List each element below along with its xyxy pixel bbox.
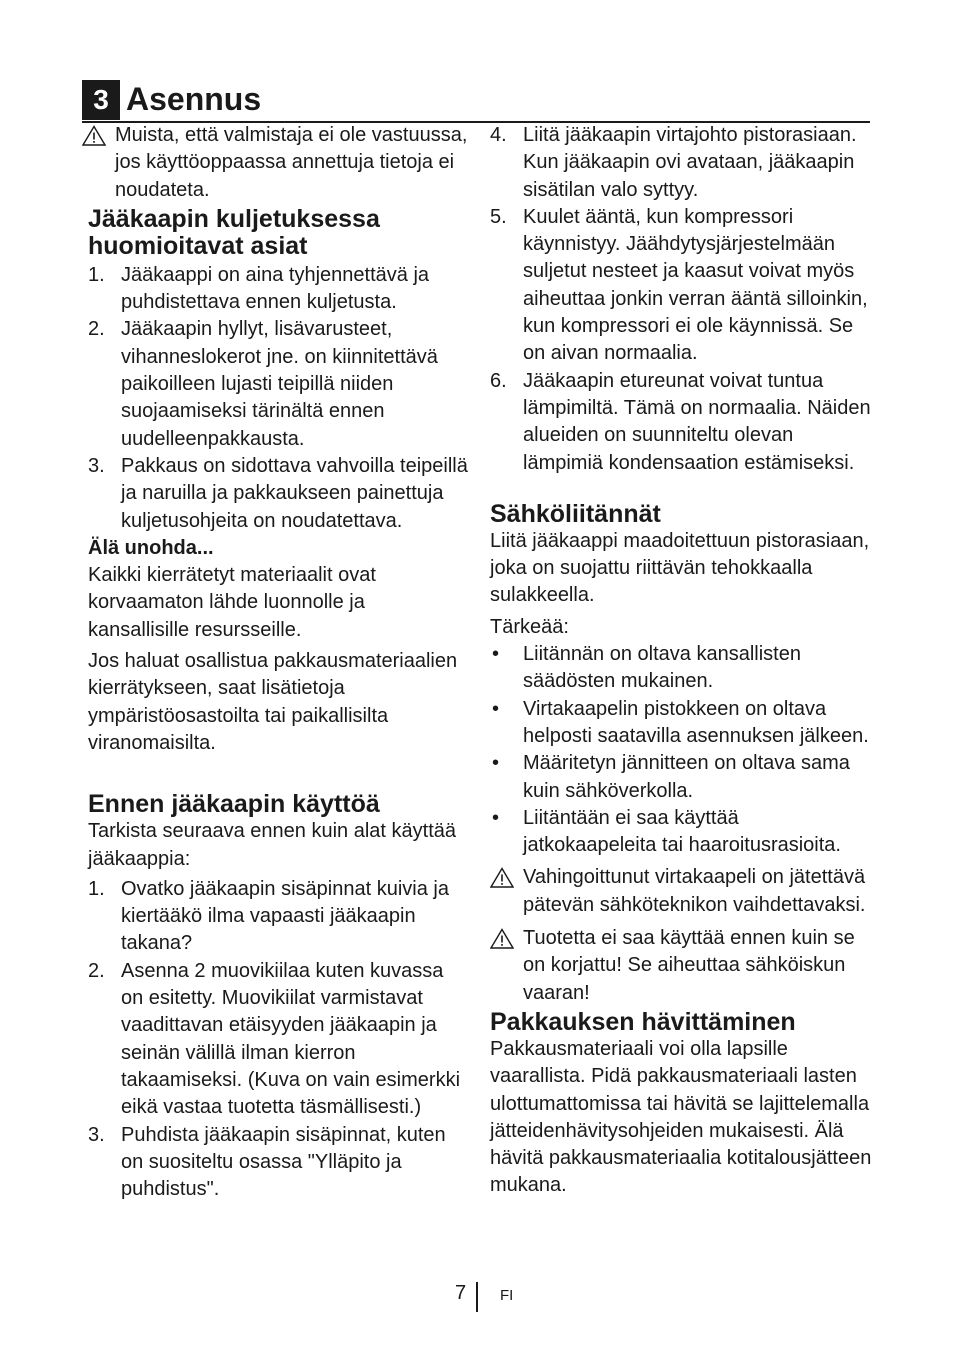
repair-warning-text: Tuotetta ei saa käyttää ennen kuin se on korjattu! Se aiheuttaa sähköiskun vaaran! — [523, 927, 855, 1004]
bullet-text: Liitäntään ei saa käyttää jatkokaapeleita tai haaroitusrasioita. — [523, 806, 841, 857]
language-code: FI — [500, 1287, 514, 1304]
left-column — [88, 122, 470, 1203]
before-use-heading: Ennen jääkaapin käyttöä — [88, 790, 380, 819]
chapter-number: 3 — [82, 80, 120, 120]
list-item — [490, 122, 874, 204]
list-text: Jääkaappi on aina tyhjennettävä ja puhdistettava ennen kuljetusta. — [121, 263, 430, 314]
disposal-heading: Pakkauksen hävittäminen — [490, 1007, 796, 1036]
important-list — [490, 641, 874, 859]
bullet-marker: • — [492, 643, 500, 666]
electrical-heading: Sähköliitännät — [490, 499, 661, 528]
transport-heading: Jääkaapin kuljetuksessa huomioitavat asiat — [88, 204, 380, 260]
list-item — [88, 262, 470, 317]
cable-warning — [490, 864, 874, 919]
warning-triangle-icon — [490, 925, 523, 1007]
list-number: 1. — [88, 877, 105, 900]
list-number: 6. — [490, 369, 507, 392]
list-number: 3. — [88, 454, 105, 477]
list-text: Puhdista jääkaapin sisäpinnat, kuten on suositeltu osassa "Ylläpito ja puhdistus". — [121, 1123, 446, 1201]
page-title: Asennus — [126, 81, 262, 117]
list-text: Jääkaapin hyllyt, lisävarusteet, vihanneslokerot jne. on kiinnitettävä paikoilleen lujasti teipillä niiden suojaamiseksi tärinältä ennen uudelleenpakkausta. — [121, 318, 438, 450]
list-number: 2. — [88, 959, 105, 982]
list-number: 2. — [88, 318, 105, 341]
before-use-intro: Tarkista seuraava ennen kuin alat käyttää jääkaappia: — [88, 820, 456, 870]
list-item — [88, 1122, 470, 1204]
list-item — [88, 876, 470, 958]
bullet-text: Määritetyn jännitteen on oltava sama kuin sähköverkolla. — [523, 752, 850, 802]
bullet-item — [490, 641, 874, 696]
intro-warning-text: Muista, että valmistaja ei ole vastuussa, jos käyttöoppaassa annettuja tietoja ei noudateta. — [115, 124, 468, 201]
recycle-paragraph-1: Kaikki kierrätetyt materiaalit ovat korvaamaton lähde luonnolle ja kansallisille resursseille. — [88, 564, 376, 641]
dont-forget-heading: Älä unohda... — [88, 536, 214, 559]
list-number: 4. — [490, 124, 507, 146]
continued-list — [490, 122, 874, 477]
list-text: Liitä jääkaapin virtajohto pistorasiaan. Kun jääkaapin ovi avataan, jääkaapin sisätilan valo syttyy. — [523, 124, 857, 201]
list-item — [490, 368, 874, 477]
electrical-paragraph: Liitä jääkaappi maadoitettuun pistorasiaan, joka on suojattu riittävän tehokkaalla sulakkeella. — [490, 529, 870, 607]
transport-list — [88, 262, 470, 535]
list-item — [490, 204, 874, 368]
list-item — [88, 453, 470, 535]
bullet-text: Virtakaapelin pistokkeen on oltava helposti saatavilla asennuksen jälkeen. — [523, 697, 869, 747]
footer-divider — [476, 1282, 478, 1312]
bullet-item — [490, 805, 874, 860]
list-text: Kuulet ääntä, kun kompressori käynnistyy. Jäähdytysjärjestelmään suljetut nesteet ja kaasut voivat myös aiheuttaa jonkin verran ääntä silloinkin, kun kompressori ei ole käynnissä. Se on aivan normaalia. — [523, 205, 868, 365]
bullet-marker: • — [492, 697, 500, 720]
cable-warning-text: Vahingoittunut virtakaapeli on jätettävä pätevän sähköteknikon vaihdettavaksi. — [523, 866, 866, 916]
disposal-paragraph: Pakkausmateriaali voi olla lapsille vaarallista. Pidä pakkausmateriaali lasten ulottumattomissa tai hävitä se lajittelemalla jätteidenhävitysohjeiden mukaisesti. Älä hävitä pakkausmateriaalia kotitalousjätteen mukana. — [490, 1037, 872, 1197]
page-number: 7 — [455, 1282, 467, 1304]
list-text: Asenna 2 muovikiilaa kuten kuvassa on esitetty. Muovikiilat varmistavat vaadittavan etäisyyden jääkaapin ja seinän välillä ilman kierron takaamiseksi. (Kuva on vain esimerkki eikä vastaa tuotetta täsmällisesti.) — [121, 959, 461, 1119]
list-text: Ovatko jääkaapin sisäpinnat kuivia ja kiertääkö ilma vapaasti jääkaapin takana? — [121, 877, 449, 955]
list-number: 5. — [490, 205, 507, 228]
warning-triangle-icon — [82, 122, 115, 204]
important-label: Tärkeää: — [490, 615, 569, 638]
list-item — [88, 316, 470, 452]
list-text: Jääkaapin etureunat voivat tuntua lämpimiltä. Tämä on normaalia. Näiden alueiden on suunniteltu olevan lämpimiä kondensaation estämiseksi. — [523, 369, 871, 474]
list-number: 1. — [88, 263, 105, 286]
right-column — [490, 122, 874, 1200]
intro-warning — [82, 122, 470, 204]
bullet-item — [490, 696, 874, 751]
list-number: 3. — [88, 1123, 105, 1146]
list-item — [88, 958, 470, 1122]
repair-warning — [490, 925, 874, 1007]
bullet-marker: • — [492, 752, 500, 775]
recycle-paragraph-2: Jos haluat osallistua pakkausmateriaalien kierrätykseen, saat lisätietoja ympäristöosastoilta tai paikallisilta viranomaisilta. — [88, 650, 458, 754]
before-use-list — [88, 876, 470, 1204]
list-text: Pakkaus on sidottava vahvoilla teipeillä ja naruilla ja pakkaukseen painettuja kuljetusohjeita on noudatettava. — [121, 454, 468, 532]
warning-triangle-icon — [490, 864, 523, 919]
bullet-marker: • — [492, 806, 500, 829]
bullet-item — [490, 750, 874, 805]
bullet-text: Liitännän on oltava kansallisten säädösten mukainen. — [523, 643, 801, 693]
